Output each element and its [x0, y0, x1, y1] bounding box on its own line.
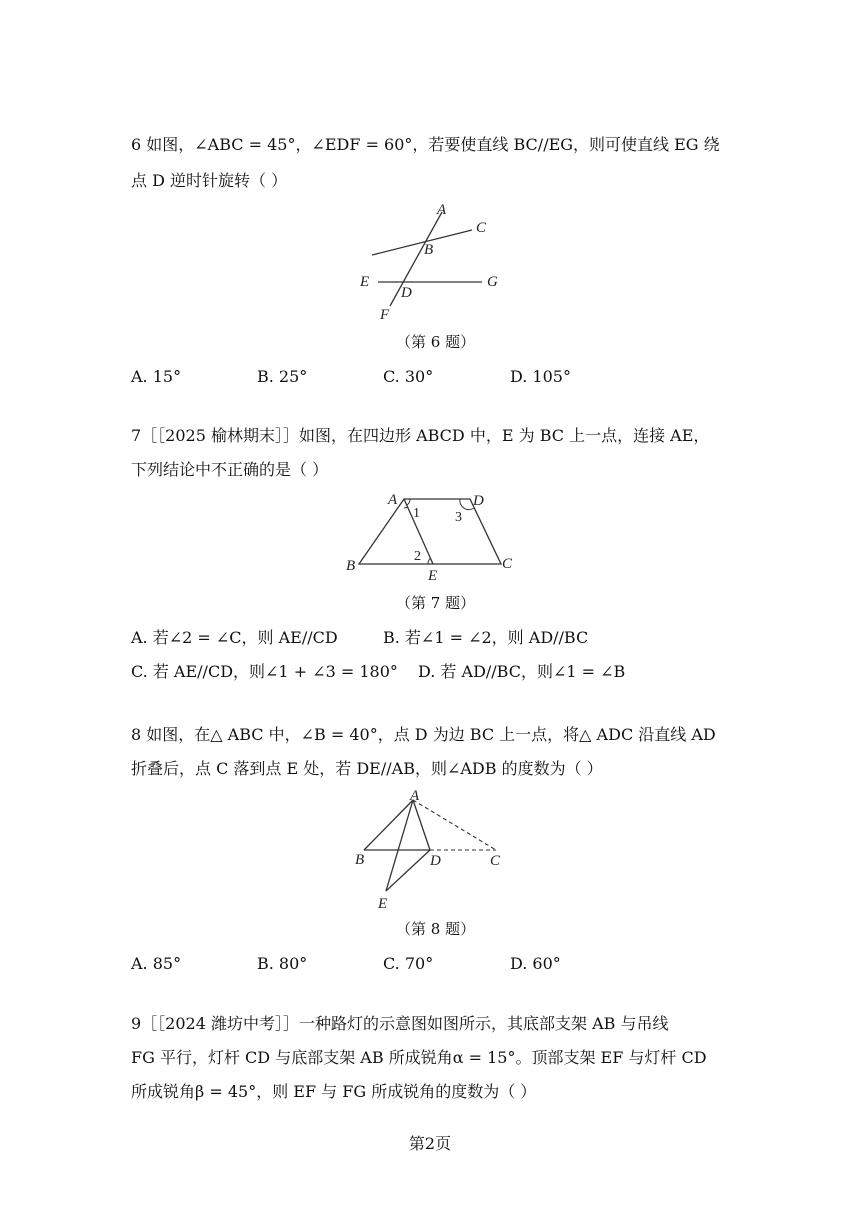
- q8-option-b: B. 80°: [257, 954, 308, 973]
- q6-caption: （第 6 题）: [396, 333, 476, 351]
- q8-label-c: C: [490, 853, 501, 869]
- q7-label-b: B: [346, 558, 356, 574]
- q7-label-c: C: [502, 556, 513, 572]
- q8-option-d: D. 60°: [510, 954, 561, 973]
- page-number: 第2页: [408, 1134, 452, 1153]
- q7-figure: [340, 488, 520, 584]
- q7-angle-2: 2: [414, 549, 421, 564]
- q6-label-f: F: [380, 307, 390, 323]
- q7-option-c: C. 若 AE//CD，则∠1 + ∠3 = 180°: [131, 662, 398, 681]
- q6-label-g: G: [487, 274, 498, 290]
- q6-label-b: B: [424, 242, 434, 258]
- q7-caption: （第 7 题）: [396, 594, 476, 612]
- q7-stem-line2: 下列结论中不正确的是（ ）: [131, 460, 329, 479]
- q8-label-d: D: [430, 853, 441, 869]
- q6-label-d: D: [401, 285, 412, 301]
- q7-label-e: E: [428, 568, 438, 584]
- q6-stem-line1: 6 如图，∠ABC = 45°，∠EDF = 60°，若要使直线 BC//EG，则可使直线 EG 绕: [131, 135, 720, 154]
- q8-label-a: A: [410, 788, 420, 804]
- q7-option-d: D. 若 AD//BC，则∠1 = ∠B: [418, 662, 626, 681]
- q6-option-d: D. 105°: [510, 367, 571, 386]
- q8-label-e: E: [378, 896, 388, 912]
- q9-stem-line1: 9［［2024 潍坊中考］］一种路灯的示意图如图所示，其底部支架 AB 与吊线: [131, 1014, 669, 1033]
- q9-stem-line3: 所成锐角β = 45°，则 EF 与 FG 所成锐角的度数为（ ）: [131, 1082, 537, 1101]
- q8-option-c: C. 70°: [383, 954, 434, 973]
- q8-option-a: A. 85°: [131, 954, 182, 973]
- q6-option-c: C. 30°: [383, 367, 434, 386]
- q7-stem-line1: 7［［2025 榆林期末］］如图，在四边形 ABCD 中，E 为 BC 上一点，连接 AE，: [131, 426, 710, 445]
- q8-label-b: B: [355, 852, 365, 868]
- q7-angle-3: 3: [455, 510, 462, 525]
- q8-caption: （第 8 题）: [396, 920, 476, 938]
- q6-stem-line2: 点 D 逆时针旋转（ ）: [131, 171, 288, 190]
- q8-stem-line2: 折叠后，点 C 落到点 E 处，若 DE//AB，则∠ADB 的度数为（ ）: [131, 759, 603, 778]
- q7-label-a: A: [388, 492, 398, 508]
- q9-stem-line2: FG 平行，灯杆 CD 与底部支架 AB 所成锐角α = 15°。顶部支架 EF 与灯杆 CD: [131, 1048, 707, 1067]
- q6-option-a: A. 15°: [131, 367, 182, 386]
- q6-label-a: A: [437, 202, 447, 218]
- q6-label-e: E: [360, 274, 370, 290]
- q6-option-b: B. 25°: [257, 367, 308, 386]
- q8-figure: [350, 786, 510, 914]
- q7-angle-1: 1: [413, 506, 420, 521]
- q7-option-b: B. 若∠1 = ∠2，则 AD//BC: [383, 628, 589, 647]
- q6-figure: [350, 198, 520, 324]
- q7-label-d: D: [473, 493, 484, 509]
- q8-stem-line1: 8 如图，在△ ABC 中，∠B = 40°，点 D 为边 BC 上一点，将△ ADC 沿直线 AD: [131, 725, 716, 744]
- q7-option-a: A. 若∠2 = ∠C，则 AE//CD: [131, 628, 338, 647]
- q6-label-c: C: [476, 220, 487, 236]
